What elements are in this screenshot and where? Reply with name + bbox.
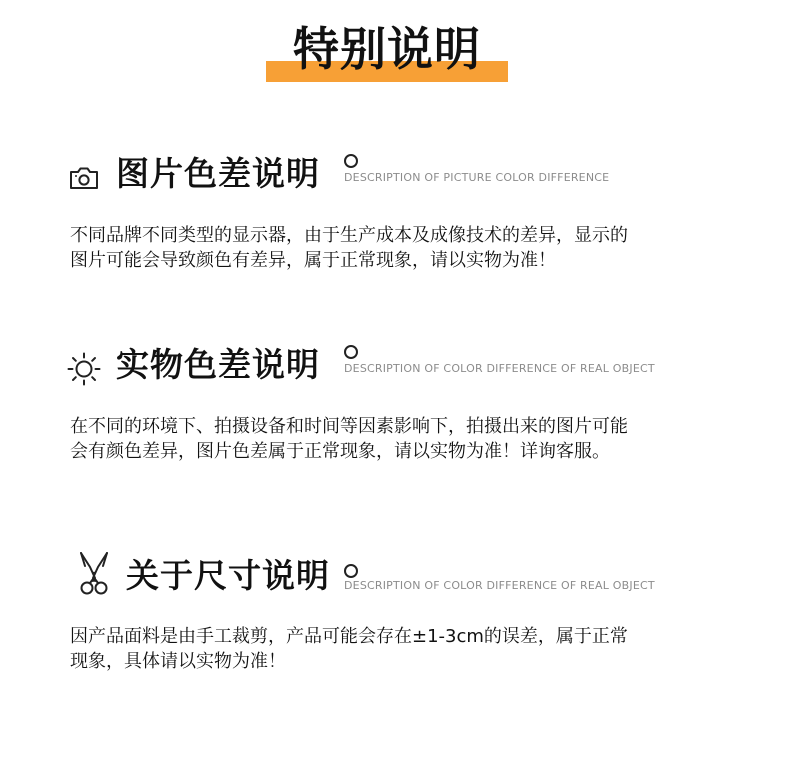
- scissors-icon: [76, 550, 112, 598]
- section-body-size: [70, 624, 720, 674]
- page-title: 特别说明: [293, 22, 481, 76]
- section-subtitle-real-object-color: DESCRIPTION OF COLOR DIFFERENCE OF REAL OBJECT: [344, 362, 655, 375]
- body-line: 在不同的环境下、拍摄设备和时间等因素影响下，拍摄出来的图片可能: [70, 416, 628, 437]
- section-subtitle-size: DESCRIPTION OF COLOR DIFFERENCE OF REAL OBJECT: [344, 579, 655, 592]
- camera-icon: [68, 166, 100, 190]
- heading-dot: [344, 154, 358, 168]
- section-subtitle-picture-color: DESCRIPTION OF PICTURE COLOR DIFFERENCE: [344, 171, 610, 184]
- body-line: 因产品面料是由手工裁剪，产品可能会存在±1-3cm的误差，属于正常: [70, 626, 628, 647]
- body-line: 图片可能会导致颜色有差异，属于正常现象，请以实物为准！: [70, 250, 556, 271]
- heading-dot: [344, 345, 358, 359]
- sun-icon: [67, 352, 101, 386]
- body-line: 现象，具体请以实物为准！: [70, 651, 286, 672]
- main-title-block: [266, 18, 508, 84]
- body-line: 会有颜色差异，图片色差属于正常现象，请以实物为准！详询客服。: [70, 441, 610, 462]
- body-line: 不同品牌不同类型的显示器，由于生产成本及成像技术的差异，显示的: [70, 225, 628, 246]
- heading-dot: [344, 564, 358, 578]
- section-body-picture-color: [70, 223, 720, 273]
- section-heading-picture-color: 图片色差说明: [116, 154, 320, 193]
- section-body-real-object-color: [70, 414, 720, 464]
- section-heading-real-object-color: 实物色差说明: [116, 345, 320, 384]
- section-heading-size: 关于尺寸说明: [126, 556, 330, 595]
